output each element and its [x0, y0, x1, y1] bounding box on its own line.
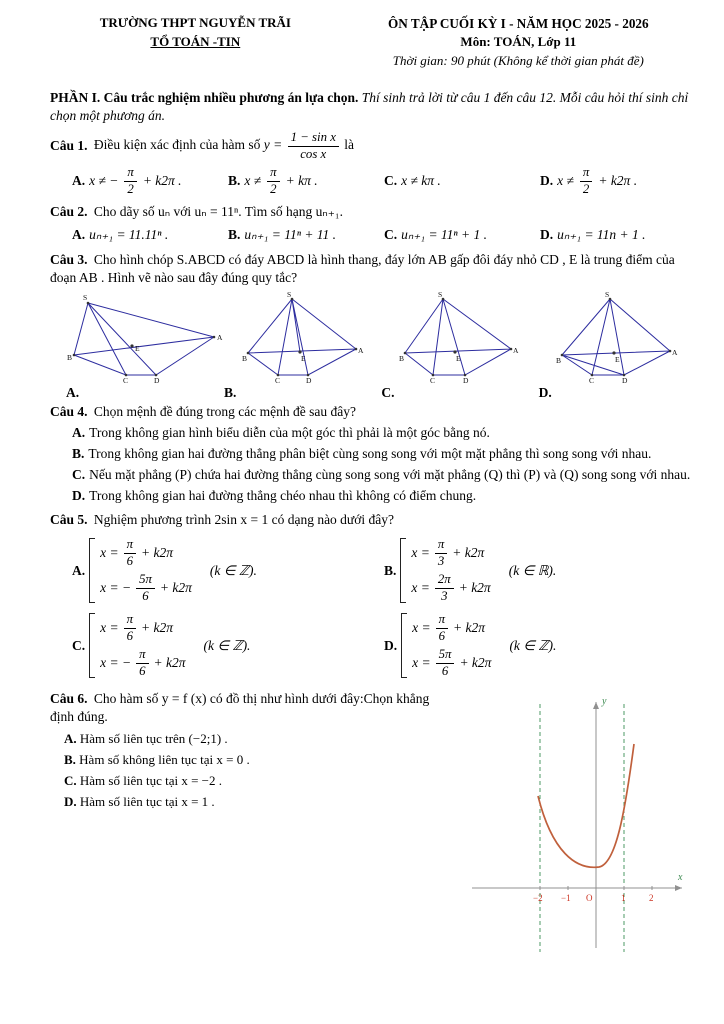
vertex-label-b: B [398, 353, 404, 363]
q3-figure-a [66, 291, 224, 402]
eq-pre: x = [411, 545, 430, 561]
eq-post: + k2π [453, 620, 486, 636]
option-letter: D. [72, 487, 86, 503]
q6a-text: Hàm số liên tục trên (−2;1) . [79, 730, 228, 746]
q1-option-d [540, 166, 696, 196]
q2d-text: uₙ₊₁ = 11n + 1 . [557, 227, 646, 243]
fraction-denominator: 3 [441, 588, 448, 603]
tick-label-neg1: −1 [561, 893, 571, 904]
eq-post: + k2π [141, 545, 174, 561]
fraction-denominator: 2 [270, 181, 277, 196]
q3-figure-b [224, 291, 381, 402]
origin-label: O [586, 893, 593, 904]
q6-option-a [64, 730, 448, 747]
eq-post: + k2π [153, 655, 186, 671]
vertex-label-e: E [300, 353, 306, 363]
figure-letter-a: A. [66, 384, 80, 400]
option-letter: C. [72, 637, 86, 653]
option-letter: A. [72, 425, 86, 441]
q2-label: Câu 2. [50, 204, 88, 220]
q1b-pre: x ≠ [244, 173, 262, 189]
figure-letter-b: B. [224, 384, 237, 400]
q2-option-c [384, 226, 540, 244]
vertex-label-e: E [455, 353, 461, 363]
vertex-label-b: B [67, 352, 73, 362]
q2-text: Cho dãy số uₙ với uₙ = 11ⁿ. Tìm số hạng uₙ₊₁. [93, 204, 343, 220]
tick-label-neg2: −2 [533, 893, 543, 904]
q1c-text: x ≠ kπ . [401, 173, 441, 189]
vertex-label-a: A [217, 332, 223, 342]
q6b-text: Hàm số không liên tục tại x = 0 . [79, 751, 250, 767]
header [50, 14, 696, 71]
q6-label: Câu 6. [50, 691, 88, 707]
q1-text-after: là [344, 137, 355, 153]
vertex-label-a: A [357, 345, 364, 355]
q1-formula-lhs: y = [263, 137, 283, 153]
fraction-numerator: 2π [435, 573, 454, 588]
vertex-label-s: S [437, 290, 443, 299]
vertex-label-e: E [615, 354, 620, 364]
header-right [341, 14, 696, 71]
fraction-denominator: 2 [127, 181, 134, 196]
fraction-numerator: 5π [436, 648, 455, 663]
vertex-label-c: C [589, 375, 595, 383]
q5-option-c [72, 608, 384, 683]
q6-left-column [50, 690, 454, 961]
q4-label: Câu 4. [50, 404, 88, 420]
fraction-numerator: π [124, 613, 136, 628]
eq-pre: x = [411, 580, 430, 596]
option-letter: C. [72, 466, 86, 482]
q1a-pre: x ≠ − [89, 173, 119, 189]
option-letter: B. [384, 562, 397, 578]
option-letter: A. [72, 562, 86, 578]
q1-options [50, 166, 696, 196]
fraction-numerator: π [435, 538, 447, 553]
k-domain: (k ∈ ℝ). [508, 562, 557, 578]
q6-text2: Chọn khẳng định đúng. [50, 691, 430, 724]
x-axis-label: x [678, 872, 683, 884]
equation-system [89, 538, 192, 603]
figure-letter-d: D. [538, 384, 552, 400]
fraction-numerator: π [436, 613, 448, 628]
fraction-numerator: π [267, 166, 279, 181]
q5-text: Nghiệm phương trình 2sin x = 1 có dạng nào dưới đây? [93, 512, 394, 528]
department-name: TỔ TOÁN -TIN [150, 33, 241, 49]
vertex-label-b: B [241, 353, 247, 363]
equation-system [401, 613, 491, 678]
q1-formula-fraction [288, 131, 339, 161]
q6-options [50, 730, 448, 811]
equation-system [400, 538, 490, 603]
q5-options [50, 533, 696, 683]
figure-letter-c: C. [381, 384, 395, 400]
option-letter: A. [72, 227, 86, 243]
part1-title: PHẦN I. Câu trắc nghiệm nhiều phương án lựa chọn. [50, 89, 359, 105]
vertex-label-s: S [83, 292, 88, 302]
fraction-numerator: π [136, 648, 148, 663]
option-letter: D. [384, 637, 398, 653]
equation-system [89, 613, 185, 678]
vertex-label-a: A [672, 347, 678, 357]
option-letter: B. [64, 751, 76, 767]
question-6 [50, 690, 696, 961]
eq-pre: x = [100, 620, 119, 636]
vertex-label-c: C [274, 375, 280, 383]
duration-line: Thời gian: 90 phút (Không kể thời gian phát đề) [392, 52, 644, 68]
q6-option-c [64, 772, 448, 789]
question-3 [50, 251, 696, 287]
pyramid-figure-d [556, 291, 678, 383]
q4b-text: Trong không gian hai đường thẳng phân biệt cùng song song với một mặt phẳng thì song song với nhau. [88, 446, 652, 462]
q5-option-a [72, 533, 384, 608]
vertex-label-s: S [605, 290, 610, 299]
fraction-denominator: 6 [126, 628, 134, 643]
eq-pre: x = − [100, 655, 132, 671]
q2-option-b [228, 226, 384, 244]
vertex-label-a: A [512, 345, 519, 355]
option-letter: B. [228, 227, 241, 243]
q4-option-a [50, 424, 696, 442]
k-domain: (k ∈ ℤ). [209, 562, 257, 578]
fraction-numerator: π [124, 538, 136, 553]
tick-label-1: 1 [621, 893, 626, 904]
q2c-text: uₙ₊₁ = 11ⁿ + 1 . [401, 227, 488, 243]
part1-heading [50, 89, 696, 125]
q4a-text: Trong không gian hình biểu diễn của một góc thì phải là một góc bằng nó. [89, 425, 490, 441]
q2a-text: uₙ₊₁ = 11.11ⁿ . [89, 227, 169, 243]
y-axis-label: y [602, 696, 607, 708]
question-4 [50, 403, 696, 421]
q6c-text: Hàm số liên tục tại x = −2 . [79, 772, 223, 788]
option-letter: B. [72, 446, 85, 462]
q1d-pre: x ≠ [557, 173, 574, 189]
q3-figures [50, 291, 696, 402]
system-bracket [89, 613, 95, 678]
q6-graph-column [454, 690, 696, 961]
vertex-label-c: C [123, 375, 129, 383]
fraction-denominator: 6 [126, 553, 134, 568]
fraction [580, 166, 592, 196]
q1b-post: + kπ . [285, 173, 318, 189]
pyramid-figure-c [399, 291, 521, 383]
option-letter: D. [540, 227, 554, 243]
q1-label: Câu 1. [50, 137, 88, 153]
q5-label: Câu 5. [50, 512, 88, 528]
q4-option-c [50, 466, 696, 484]
q4d-text: Trong không gian hai đường thẳng chéo nhau thì không có điểm chung. [89, 487, 477, 503]
question-1 [50, 131, 696, 161]
question-5 [50, 511, 696, 529]
fraction-numerator: 1 − sin x [288, 131, 339, 146]
eq-pre: x = [412, 655, 431, 671]
question-2 [50, 203, 696, 221]
q1d-post: + k2π . [598, 173, 638, 189]
eq-post: + k2π [159, 580, 192, 596]
system-bracket [401, 613, 407, 678]
vertex-label-s: S [286, 290, 291, 299]
vertex-label-e: E [135, 343, 140, 353]
q4-text: Chọn mệnh đề đúng trong các mệnh đề sau đây? [93, 404, 356, 420]
eq-post: + k2π [459, 655, 492, 671]
fraction-denominator: 6 [142, 588, 149, 603]
fraction-denominator: 2 [582, 181, 590, 196]
eq-post: + k2π [141, 620, 174, 636]
q3-text: Cho hình chóp S.ABCD có đáy ABCD là hình thang, đáy lớn AB gấp đôi đáy nhỏ CD , E là trung điểm của đoạn AB . Hình vẽ nào sau đây đúng quy tắc? [50, 251, 675, 285]
vertex-label-d: D [462, 375, 469, 383]
option-letter: B. [228, 173, 241, 189]
option-letter: A. [64, 730, 77, 746]
option-letter: C. [384, 173, 398, 189]
fraction-denominator: 6 [438, 628, 446, 643]
fraction-denominator: 6 [441, 663, 449, 678]
q1-option-c [384, 172, 540, 190]
q3-label: Câu 3. [50, 251, 88, 267]
option-letter: D. [540, 173, 554, 189]
fraction [267, 166, 279, 196]
q4c-text: Nếu mặt phẳng (P) chứa hai đường thẳng cùng song song với mặt phẳng (Q) thì (P) và (Q) song song với nhau. [89, 466, 691, 482]
option-letter: D. [64, 794, 77, 810]
system-bracket [400, 538, 406, 603]
pyramid-figure-a [66, 291, 224, 383]
q2b-text: uₙ₊₁ = 11ⁿ + 11 . [244, 227, 337, 243]
fraction-numerator: π [124, 166, 136, 181]
vertex-label-b: B [556, 355, 562, 365]
q4-option-b [50, 445, 696, 463]
q6d-text: Hàm số liên tục tại x = 1 . [79, 794, 215, 810]
exam-title: ÔN TẬP CUỐI KỲ I - NĂM HỌC 2025 - 2026 [388, 16, 649, 31]
q4-option-d [50, 487, 696, 505]
q3-figure-d [539, 291, 696, 402]
eq-pre: x = − [100, 580, 132, 596]
fraction-numerator: 5π [136, 573, 155, 588]
q3-figure-c [381, 291, 538, 402]
pyramid-figure-b [242, 291, 364, 383]
fraction-numerator: π [580, 166, 592, 181]
q2-options [50, 226, 696, 244]
eq-pre: x = [412, 620, 431, 636]
eq-post: + k2π [452, 545, 485, 561]
fraction-denominator: 6 [139, 663, 146, 678]
eq-pre: x = [100, 545, 119, 561]
subject-line: Môn: TOÁN, Lớp 11 [460, 34, 577, 50]
q1-option-a [72, 166, 228, 196]
q6-question [50, 690, 448, 726]
header-left [50, 14, 341, 71]
q5-option-d [384, 608, 696, 683]
q1-text: Điều kiện xác định của hàm số [93, 137, 261, 153]
q6-text: Cho hàm số y = f (x) có đồ thị như hình dưới đây: [93, 691, 364, 707]
eq-post: + k2π [458, 580, 491, 596]
fraction-denominator: cos x [300, 146, 327, 161]
q6-option-b [64, 751, 448, 768]
option-letter: C. [384, 227, 398, 243]
q2-option-a [72, 226, 228, 244]
school-name: TRƯỜNG THPT NGUYỄN TRÃI [99, 15, 291, 30]
q1-option-b [228, 166, 384, 196]
function-graph [454, 690, 692, 956]
option-letter: A. [72, 173, 86, 189]
q6-option-d [64, 793, 448, 810]
q2-option-d [540, 226, 696, 244]
q1a-post: + k2π . [142, 173, 182, 189]
k-domain: (k ∈ ℤ). [509, 637, 557, 653]
k-domain: (k ∈ ℤ). [203, 637, 251, 653]
vertex-label-d: D [305, 375, 312, 383]
vertex-label-c: C [429, 375, 435, 383]
q5-option-b [384, 533, 696, 608]
option-letter: C. [64, 772, 77, 788]
part1-note: Thí sinh trả lời từ câu 1 đến câu 12. Mỗi câu hỏi thí sinh chỉ chọn một phương án. [50, 89, 689, 123]
fraction [124, 166, 136, 196]
system-bracket [89, 538, 95, 603]
fraction-denominator: 3 [437, 553, 445, 568]
vertex-label-d: D [154, 375, 160, 383]
vertex-label-d: D [622, 375, 628, 383]
tick-label-2: 2 [649, 893, 654, 904]
